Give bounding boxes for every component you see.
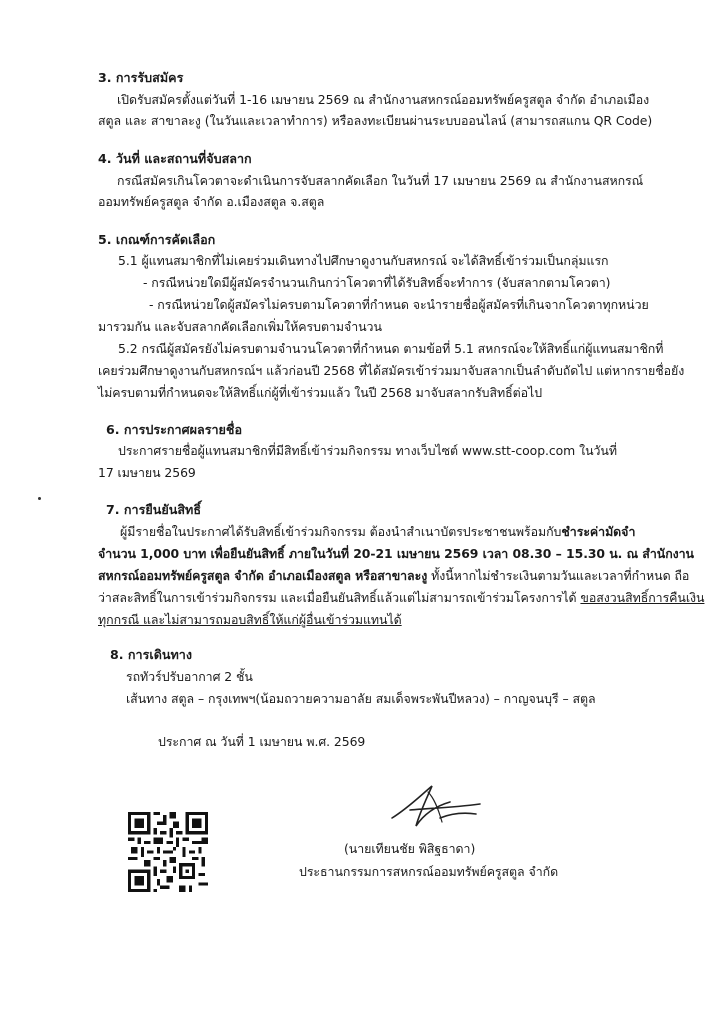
- section-7-line-3-text: ทั้งนี้หากไม่ชำระเงินตามวันและเวลาที่กำหนด ถือ: [427, 568, 690, 583]
- section-7-line-5: ทุกกรณี และไม่สามารถมอบสิทธิ์ให้แก่ผู้อื่นเข้าร่วมแทนได้: [98, 612, 402, 627]
- section-7-line-2: จำนวน 1,000 บาท เพื่อยืนยันสิทธิ์ ภายในวันที่ 20-21 เมษายน 2569 เวลา 08.30 – 15.30 น. ณ สำนักงาน: [98, 546, 694, 561]
- section-7-line-1: [120, 523, 635, 542]
- section-4-line-2: ออมทรัพย์ครูสตูล จำกัด อ.เมืองสตูล จ.สตูล: [98, 194, 325, 209]
- section-3-line-1: เปิดรับสมัครตั้งแต่วันที่ 1-16 เมษายน 2569 ณ สำนักงานสหกรณ์ออมทรัพย์ครูสตูล จำกัด อำเภอเมือง: [117, 92, 650, 107]
- section-5-line-4: มารวมกัน และจับสลากคัดเลือกเพิ่มให้ครบตามจำนวน: [98, 319, 382, 334]
- section-6-heading: 6. การประกาศผลรายชื่อ: [106, 422, 243, 437]
- section-5-line-6: เคยร่วมศึกษาดูงานกับสหกรณ์ฯ แล้วก่อนปี 2568 ที่ได้สมัครเข้าร่วมมาจับสลากเป็นลำดับถัดไป แต่หากรายชื่อยัง: [98, 363, 685, 378]
- section-7-heading: 7. การยืนยันสิทธิ์: [106, 502, 202, 517]
- signer-title: ประธานกรรมการสหกรณ์ออมทรัพย์ครูสตูล จำกัด: [299, 864, 559, 879]
- section-7-line-1-text: ผู้มีรายชื่อในประกาศได้รับสิทธิ์เข้าร่วมกิจกรรม ต้องนำสำเนาบัตรประชาชนพร้อมกับ: [120, 524, 562, 539]
- section-7-location-emphasis: สหกรณ์ออมทรัพย์ครูสตูล จำกัด อำเภอเมืองสตูล หรือสาขาละงู: [98, 568, 428, 583]
- section-5-line-3: - กรณีหน่วยใดผู้สมัครไม่ครบตามโควตาที่กำหนด จะนำรายชื่อผู้สมัครที่เกินจากโควตาทุกหน่วย: [149, 297, 649, 312]
- section-5-line-2: - กรณีหน่วยใดมีผู้สมัครจำนวนเกินกว่าโควตาที่ได้รับสิทธิ์จะทำการ (จับสลากตามโควตา): [143, 275, 611, 290]
- section-8-line-1: รถทัวร์ปรับอากาศ 2 ชั้น: [126, 669, 253, 684]
- section-4-line-1: กรณีสมัครเกินโควตาจะดำเนินการจับสลากคัดเลือก ในวันที่ 17 เมษายน 2569 ณ สำนักงานสหกรณ์: [117, 173, 644, 188]
- deposit-emphasis: ชำระค่ามัดจำ: [561, 524, 636, 539]
- section-8-line-2: เส้นทาง สตูล – กรุงเทพฯ(น้อมถวายความอาลัย สมเด็จพระพันปีหลวง) – กาญจนบุรี – สตูล: [126, 691, 596, 706]
- signature-image: [380, 778, 490, 838]
- section-7-line-4: [98, 589, 704, 608]
- section-5-line-7: ไม่ครบตามที่กำหนดจะให้สิทธิ์แก่ผู้ที่เข้าร่วมแล้ว ในปี 2568 มาจับสลากรับสิทธิ์ต่อไป: [98, 385, 543, 400]
- qr-code-image[interactable]: [128, 812, 208, 892]
- signer-name: (นายเทียนชัย พิสิฐธาดา): [344, 841, 476, 856]
- section-5-line-5: 5.2 กรณีผู้สมัครยังไม่ครบตามจำนวนโควตาที่กำหนด ตามข้อที่ 5.1 สหกรณ์จะให้สิทธิ์แก่ผู้แทนสมาชิกที่: [118, 341, 664, 356]
- section-7-line-4-text: ว่าสละสิทธิ์ในการเข้าร่วมกิจกรรม และเมื่อยืนยันสิทธิ์แล้วแต่ไม่สามารถเข้าร่วมโครงการได้: [98, 590, 581, 605]
- section-5-heading: 5. เกณฑ์การคัดเลือก: [98, 232, 216, 247]
- section-6-line-2: 17 เมษายน 2569: [98, 465, 196, 480]
- speck-mark: [38, 497, 41, 500]
- section-5-line-1: 5.1 ผู้แทนสมาชิกที่ไม่เคยร่วมเดินทางไปศึกษาดูงานกับสหกรณ์ จะได้สิทธิ์เข้าร่วมเป็นกลุ่มแรก: [118, 253, 609, 268]
- announcement-date: ประกาศ ณ วันที่ 1 เมษายน พ.ศ. 2569: [158, 734, 366, 749]
- section-3-line-2: สตูล และ สาขาละงู (ในวันและเวลาทำการ) หรือลงทะเบียนผ่านระบบออนไลน์ (สามารถสแกน QR Code): [98, 113, 653, 128]
- section-3-heading: 3. การรับสมัคร: [98, 70, 184, 85]
- section-4-heading: 4. วันที่ และสถานที่จับสลาก: [98, 151, 252, 166]
- refund-policy-underlined: ขอสงวนสิทธิ์การคืนเงิน: [580, 590, 705, 605]
- section-7-line-3: [98, 567, 689, 586]
- section-6-line-1: ประกาศรายชื่อผู้แทนสมาชิกที่มีสิทธิ์เข้าร่วมกิจกรรม ทางเว็บไซต์ www.stt-coop.com ในวันที่: [118, 443, 617, 458]
- section-8-heading: 8. การเดินทาง: [110, 647, 193, 662]
